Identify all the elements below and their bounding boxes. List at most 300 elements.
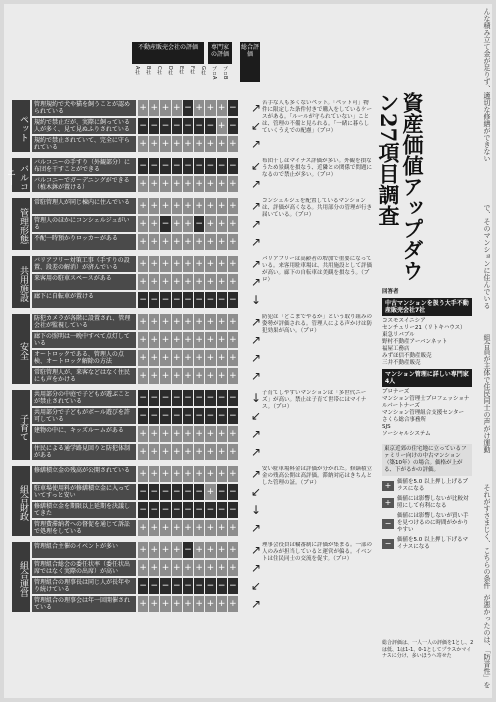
column-label: E社 [178,66,184,75]
rating-cell: + [194,136,204,152]
rating-cell: + [172,198,182,214]
rating-cell: − [138,502,148,518]
expert-header: 専門家の評価 [208,42,232,64]
rating-cell: − [149,390,159,406]
rating-cell: − [228,292,238,308]
rating-row [138,176,238,192]
rating-cell: + [205,466,215,482]
overall-arrow-icon: ↗ [250,597,262,611]
rating-row [138,100,238,116]
overall-arrow-icon: ↗ [250,199,262,213]
item-label: 駐車場使用料が修繕積立金に入っていてすっと安い [32,484,136,500]
overall-header: 総合評価 [240,42,260,82]
category-comment: 安い駐車場料金は評価が分かれた。修繕積立金の残高公開は高評価。滞納対応はきちんとした管理の証。（プロ） [262,466,372,486]
margin-text-right-3: それがすさまじく、こちらの条件 [483,484,491,589]
rating-cell: − [194,390,204,406]
rating-cell: − [217,390,227,406]
rating-cell: − [205,158,215,174]
rating-cell: + [172,176,182,192]
rating-cell: − [183,484,193,500]
rating-cell: − [160,578,170,594]
rating-cell: − [228,502,238,518]
agency-header: 不動産販売会社の評価 [132,42,204,64]
overall-arrow-icon: ↗ [250,445,262,459]
rating-cell: − [205,408,215,424]
rating-cell: + [160,560,170,576]
rating-cell: + [205,368,215,384]
rating-cell: − [217,502,227,518]
item-label: オートロックである、管理人の点検、オートロック解除の方法 [32,350,136,366]
rating-cell: − [194,484,204,500]
rating-row [138,502,238,518]
item-label: 住民による通学路見回りと防犯体制がある [32,444,136,460]
rating-cell: + [172,520,182,536]
item-label: 廊下に自転車が置ける [32,292,136,308]
magazine-page [4,4,492,698]
category-label: ペット [12,100,30,152]
expert-item: マンション管理士プロフェッショナルパートナーズ [382,396,470,409]
rating-cell: + [183,596,193,612]
rating-cell: + [138,314,148,330]
rating-cell: + [138,100,148,116]
rating-cell: + [228,176,238,192]
rating-cell: + [149,176,159,192]
company-item: みずほ信不動産販売 [382,353,432,359]
category-comment: 苦手な人も多くないペット。「ペット可」物件に限定した条件付きで購入をしているケースがある。「ルールが守られていない」ことは、管理の不備と見られる。「一緒に暮らしていくうえでの配慮」（プロ） [262,100,372,134]
rating-cell: − [172,408,182,424]
rating-cell: − [228,578,238,594]
rating-cell: − [194,502,204,518]
rating-cell: − [149,118,159,134]
rating-cell: + [228,368,238,384]
rating-cell: + [194,198,204,214]
rating-row [138,408,238,424]
rating-cell: − [228,158,238,174]
legend-text: 価値には影響しないが比較対照にして有利になる [397,496,469,509]
rating-cell: + [172,368,182,384]
rating-cell: + [138,198,148,214]
rating-cell: + [194,274,204,290]
item-label: バルコニーでガーデニングができる（植木鉢が置ける） [32,176,136,192]
rating-cell: + [228,274,238,290]
legend-symbol-icon: − [382,539,394,549]
rating-cell: + [149,350,159,366]
margin-text-left: んな積み立て金が足りず、適切な修繕ができない [483,8,491,162]
rating-cell: + [138,542,148,558]
rating-row [138,560,238,576]
item-label: 管理費滞納者への督促を通じて訴訟で処理をしている [32,520,136,536]
rating-cell: + [172,542,182,558]
rating-cell: − [172,158,182,174]
rating-cell: + [228,520,238,536]
overall-arrow-icon: ↙ [250,485,262,499]
rating-cell: + [217,100,227,116]
rating-cell: + [194,100,204,116]
margin-text-right-4: が悪かったのは、「防音性」を [483,594,491,689]
overall-arrow-icon: ↗ [250,257,262,271]
company-item: 東急リバブル [382,332,415,338]
rating-cell: + [205,596,215,612]
rating-cell: + [228,314,238,330]
rating-cell: + [149,198,159,214]
rating-cell: + [205,234,215,250]
overall-arrow-icon: ↙ [250,159,262,173]
item-label: 常駐管理人が同じ棟内に住んでいる [32,198,136,214]
rating-cell: + [160,520,170,536]
rating-cell: + [194,444,204,460]
rating-cell: + [172,350,182,366]
rating-cell: + [205,350,215,366]
legend [382,479,472,551]
rating-row [138,274,238,290]
rating-cell: + [217,350,227,366]
rating-cell: + [138,426,148,442]
legend-symbol-icon: + [382,498,394,508]
rating-cell: + [228,234,238,250]
rating-cell: − [160,158,170,174]
footer-note: 総合評価は、一人一人の評価を1とし、2は低、1は1-1、0-1としてプラスかマイナスに分け、多いほうへ寄せた [382,640,474,659]
item-label: バリアフリー対策工事（手すりの設置、段差の解消）が済んでいる [32,256,136,272]
rating-cell: − [172,484,182,500]
rating-cell: + [138,216,148,232]
category-comment: バリアフリーは高齢者の増加で重要になっている。来客用駐車場は、共用施設として評価が高い。廊下の自転車は美観を損なう。（プロ） [262,256,372,283]
rating-cell: − [149,408,159,424]
rating-cell: − [172,578,182,594]
rating-row [138,520,238,536]
rating-cell: + [183,426,193,442]
rating-cell: − [160,292,170,308]
rating-cell: + [149,314,159,330]
overall-arrow-icon: ↗ [250,369,262,383]
rating-cell: − [149,158,159,174]
rating-cell: + [205,314,215,330]
rating-row [138,256,238,272]
rating-cell: − [183,118,193,134]
rating-cell: + [194,350,204,366]
rating-row [138,216,238,232]
rating-cell: − [217,484,227,500]
rating-cell: + [160,368,170,384]
category-comment: 子育てしやすいマンションは「多世代ニーズ」が高い。禁止は子育て世帯にはマイナス。（プロ） [262,390,367,410]
legend-text: 価値を5.0 以上押し下げるマイナスになる [397,537,468,550]
answerers-panel [382,289,472,554]
rating-row [138,350,238,366]
rating-row [138,292,238,308]
expert-panel-header: マンション管理に詳しい専門家4人 [382,369,472,387]
item-label: バルコニーの手すり（外観部分）に布団を干すことができる [32,158,136,174]
item-label: 廊下の照明は一晩中すべて点灯している [32,332,136,348]
rating-cell: + [183,274,193,290]
rating-cell: + [149,234,159,250]
rating-cell: + [205,560,215,576]
rating-cell: + [228,596,238,612]
rating-cell: + [172,136,182,152]
rating-row [138,368,238,384]
rating-row [138,332,238,348]
rating-cell: + [228,444,238,460]
category-comment: 理事会役員は輪番制に評価が集まる。一部の人のみが担当していると運営が偏る。イベントは住民同士の交流を促す。（プロ） [262,542,372,562]
column-label: プロB [222,66,228,80]
rating-cell: − [138,578,148,594]
rating-cell: − [228,118,238,134]
rating-cell: + [138,136,148,152]
rating-cell: − [160,390,170,406]
rating-row [138,596,238,612]
overall-arrow-icon: ↗ [250,427,262,441]
rating-cell: − [138,408,148,424]
rating-cell: + [149,274,159,290]
overall-arrow-icon: ↓ [250,391,262,405]
rating-cell: − [217,158,227,174]
item-label: 共用部分の中庭で子どもが遊ぶことが禁止されている [32,390,136,406]
rating-row [138,314,238,330]
category-comment: 布団干しはマイナス評価が多い。外観を損なうため景観を損なう、近隣との関係で問題になるので禁止が多い。（プロ） [262,158,372,178]
rating-cell: − [228,100,238,116]
rating-cell: − [160,408,170,424]
rating-cell: − [228,390,238,406]
answerers-label: 回答者 [382,289,399,295]
rating-cell: − [149,502,159,518]
expert-item: マンション管理組合支援センター [382,410,465,416]
rating-cell: + [138,560,148,576]
rating-cell: − [172,502,182,518]
expert-list [382,389,472,438]
overall-arrow-icon: ↗ [250,137,262,151]
rating-cell: + [160,426,170,442]
rating-row [138,484,238,500]
company-item: 野村不動産アーバンネット [382,339,448,345]
expert-item: SJS [382,424,391,430]
item-label: 修繕積立金の残高が公開されている [32,466,136,482]
rating-cell: + [183,136,193,152]
overall-arrow-icon: ↗ [250,351,262,365]
rating-row [138,578,238,594]
rating-cell: − [228,408,238,424]
rating-row [138,390,238,406]
rating-cell: + [172,216,182,232]
rating-cell: + [217,118,227,134]
rating-cell: − [183,578,193,594]
rating-cell: − [183,502,193,518]
rating-cell: + [217,314,227,330]
rating-cell: + [160,234,170,250]
overall-arrow-icon: ↗ [250,315,262,329]
legend-text: 価値を5.0 以上押し上げるプラスになる [397,479,468,492]
rating-cell: + [183,176,193,192]
rating-cell: + [160,350,170,366]
item-label: 修繕積立金を期限以上延期を決議してきた [32,502,136,518]
rating-cell: + [205,542,215,558]
item-label: 管理組合主催のイベントが多い [32,542,136,558]
rating-cell: − [183,390,193,406]
rating-cell: + [172,596,182,612]
rating-cell: + [194,332,204,348]
column-label: C社 [156,66,162,75]
rating-cell: − [172,390,182,406]
rating-cell: + [138,368,148,384]
agency-panel-header: 中古マンションを扱う大手不動産販売会社7社 [382,298,472,316]
rating-cell: − [138,390,148,406]
rating-cell: − [172,118,182,134]
rating-cell: + [217,256,227,272]
rating-cell: − [138,158,148,174]
rating-cell: − [183,100,193,116]
rating-cell: + [217,368,227,384]
rating-cell: + [172,466,182,482]
rating-cell: + [172,256,182,272]
column-label: G社 [200,66,206,75]
expert-item: ソーシャルシステム [382,431,431,437]
column-label: プロA [211,66,217,80]
category-label: 組合財政 [12,466,30,536]
rating-cell: − [205,578,215,594]
rating-cell: + [183,368,193,384]
overall-arrow-icon: ↗ [250,235,262,249]
rating-cell: + [183,256,193,272]
rating-cell: + [194,256,204,272]
rating-cell: + [205,444,215,460]
rating-cell: + [217,520,227,536]
item-label: 規約で禁止されていて、完全に守られている [32,136,136,152]
rating-cell: + [183,234,193,250]
item-label: 管理規約で犬や猫を飼うことが認められている [32,100,136,116]
rating-cell: − [172,292,182,308]
rating-cell: + [138,466,148,482]
rating-cell: + [138,256,148,272]
rating-cell: − [149,292,159,308]
rating-cell: + [160,274,170,290]
overall-arrow-icon: ↓ [250,503,262,517]
category-label: 共用施設 [12,256,30,308]
rating-cell: − [183,158,193,174]
rating-cell: + [172,560,182,576]
overall-arrow-icon: ↙ [250,579,262,593]
rating-cell: + [217,560,227,576]
company-item: コスモスイニシア [382,318,426,324]
overall-arrow-icon: ↗ [250,521,262,535]
legend-symbol-icon: + [382,481,394,491]
rating-cell: + [217,198,227,214]
column-label: A社 [134,66,140,75]
rating-cell: + [172,332,182,348]
rating-cell: + [205,256,215,272]
rating-cell: + [149,560,159,576]
rating-cell: + [228,136,238,152]
legend-item [382,479,472,493]
rating-cell: + [205,216,215,232]
legend-symbol-icon: − [382,519,394,529]
item-label: 規約で禁止だが、実際に飼っている人が多く、見て見ぬふりされている [32,118,136,134]
rating-cell: − [194,292,204,308]
rating-cell: + [138,332,148,348]
rating-cell: − [138,484,148,500]
rating-cell: + [194,466,204,482]
rating-cell: + [149,368,159,384]
item-label: 来客用の駐車スペースがある [32,274,136,290]
rating-cell: + [183,314,193,330]
rating-cell: + [217,542,227,558]
rating-cell: + [149,542,159,558]
rating-cell: + [183,520,193,536]
rating-cell: + [194,542,204,558]
margin-text-right-1: で、そのマンションに住んでいる [483,204,491,309]
rating-cell: + [183,216,193,232]
rating-cell: − [217,292,227,308]
rating-cell: + [217,234,227,250]
rating-row [138,444,238,460]
rating-cell: + [172,426,182,442]
rating-cell: + [228,466,238,482]
rating-cell: + [149,520,159,536]
company-item: 福屋工務店 [382,346,410,352]
overall-arrow-icon: ↗ [250,543,262,557]
rating-cell: + [149,256,159,272]
rating-cell: − [194,578,204,594]
rating-cell: + [149,466,159,482]
item-label: 不配一時預かりロッカーがある [32,234,136,250]
rating-row [138,198,238,214]
legend-item [382,537,472,551]
overall-arrow-icon: ↗ [250,467,262,481]
rating-cell: − [194,118,204,134]
column-label: B社 [145,66,151,75]
rating-cell: + [149,596,159,612]
expert-item: プロナーズ [382,389,410,395]
rating-cell: + [217,136,227,152]
overall-arrow-icon: ↗ [250,333,262,347]
rating-cell: + [217,176,227,192]
rating-cell: + [138,520,148,536]
rating-cell: − [183,542,193,558]
rating-cell: + [149,136,159,152]
rating-cell: + [183,332,193,348]
rating-cell: + [228,542,238,558]
column-label: D社 [167,66,173,75]
rating-cell: + [160,198,170,214]
rating-cell: + [160,136,170,152]
rating-cell: + [183,444,193,460]
rating-cell: + [228,426,238,442]
rating-cell: + [183,198,193,214]
rating-row [138,158,238,174]
rating-cell: − [194,216,204,232]
item-label: 共用部分で子どもがボール遊びを許可している [32,408,136,424]
rating-cell: − [138,292,148,308]
rating-cell: − [217,578,227,594]
rating-cell: − [183,408,193,424]
rating-cell: − [205,502,215,518]
margin-text-right-2: 組合員が主体で住民同士の声がけ運動 [483,334,491,453]
rating-cell: + [183,350,193,366]
rating-cell: − [205,118,215,134]
rating-cell: + [217,466,227,482]
rating-row [138,426,238,442]
item-label: 建物の中に、キッズルームがある [32,426,136,442]
rating-cell: + [228,560,238,576]
rating-cell: + [205,484,215,500]
rating-cell: + [172,100,182,116]
rating-cell: + [205,520,215,536]
overall-arrow-icon: ↗ [250,217,262,231]
rating-cell: + [205,332,215,348]
category-comment: 防犯は「どこまでやるか」という取り組みの姿勢が評価される。管理人による声かけは防犯効果が高い。（プロ） [262,314,372,334]
rating-cell: − [160,502,170,518]
rating-cell: + [205,274,215,290]
rating-cell: + [194,520,204,536]
rating-cell: − [205,292,215,308]
rating-cell: + [138,234,148,250]
rating-cell: + [149,216,159,232]
